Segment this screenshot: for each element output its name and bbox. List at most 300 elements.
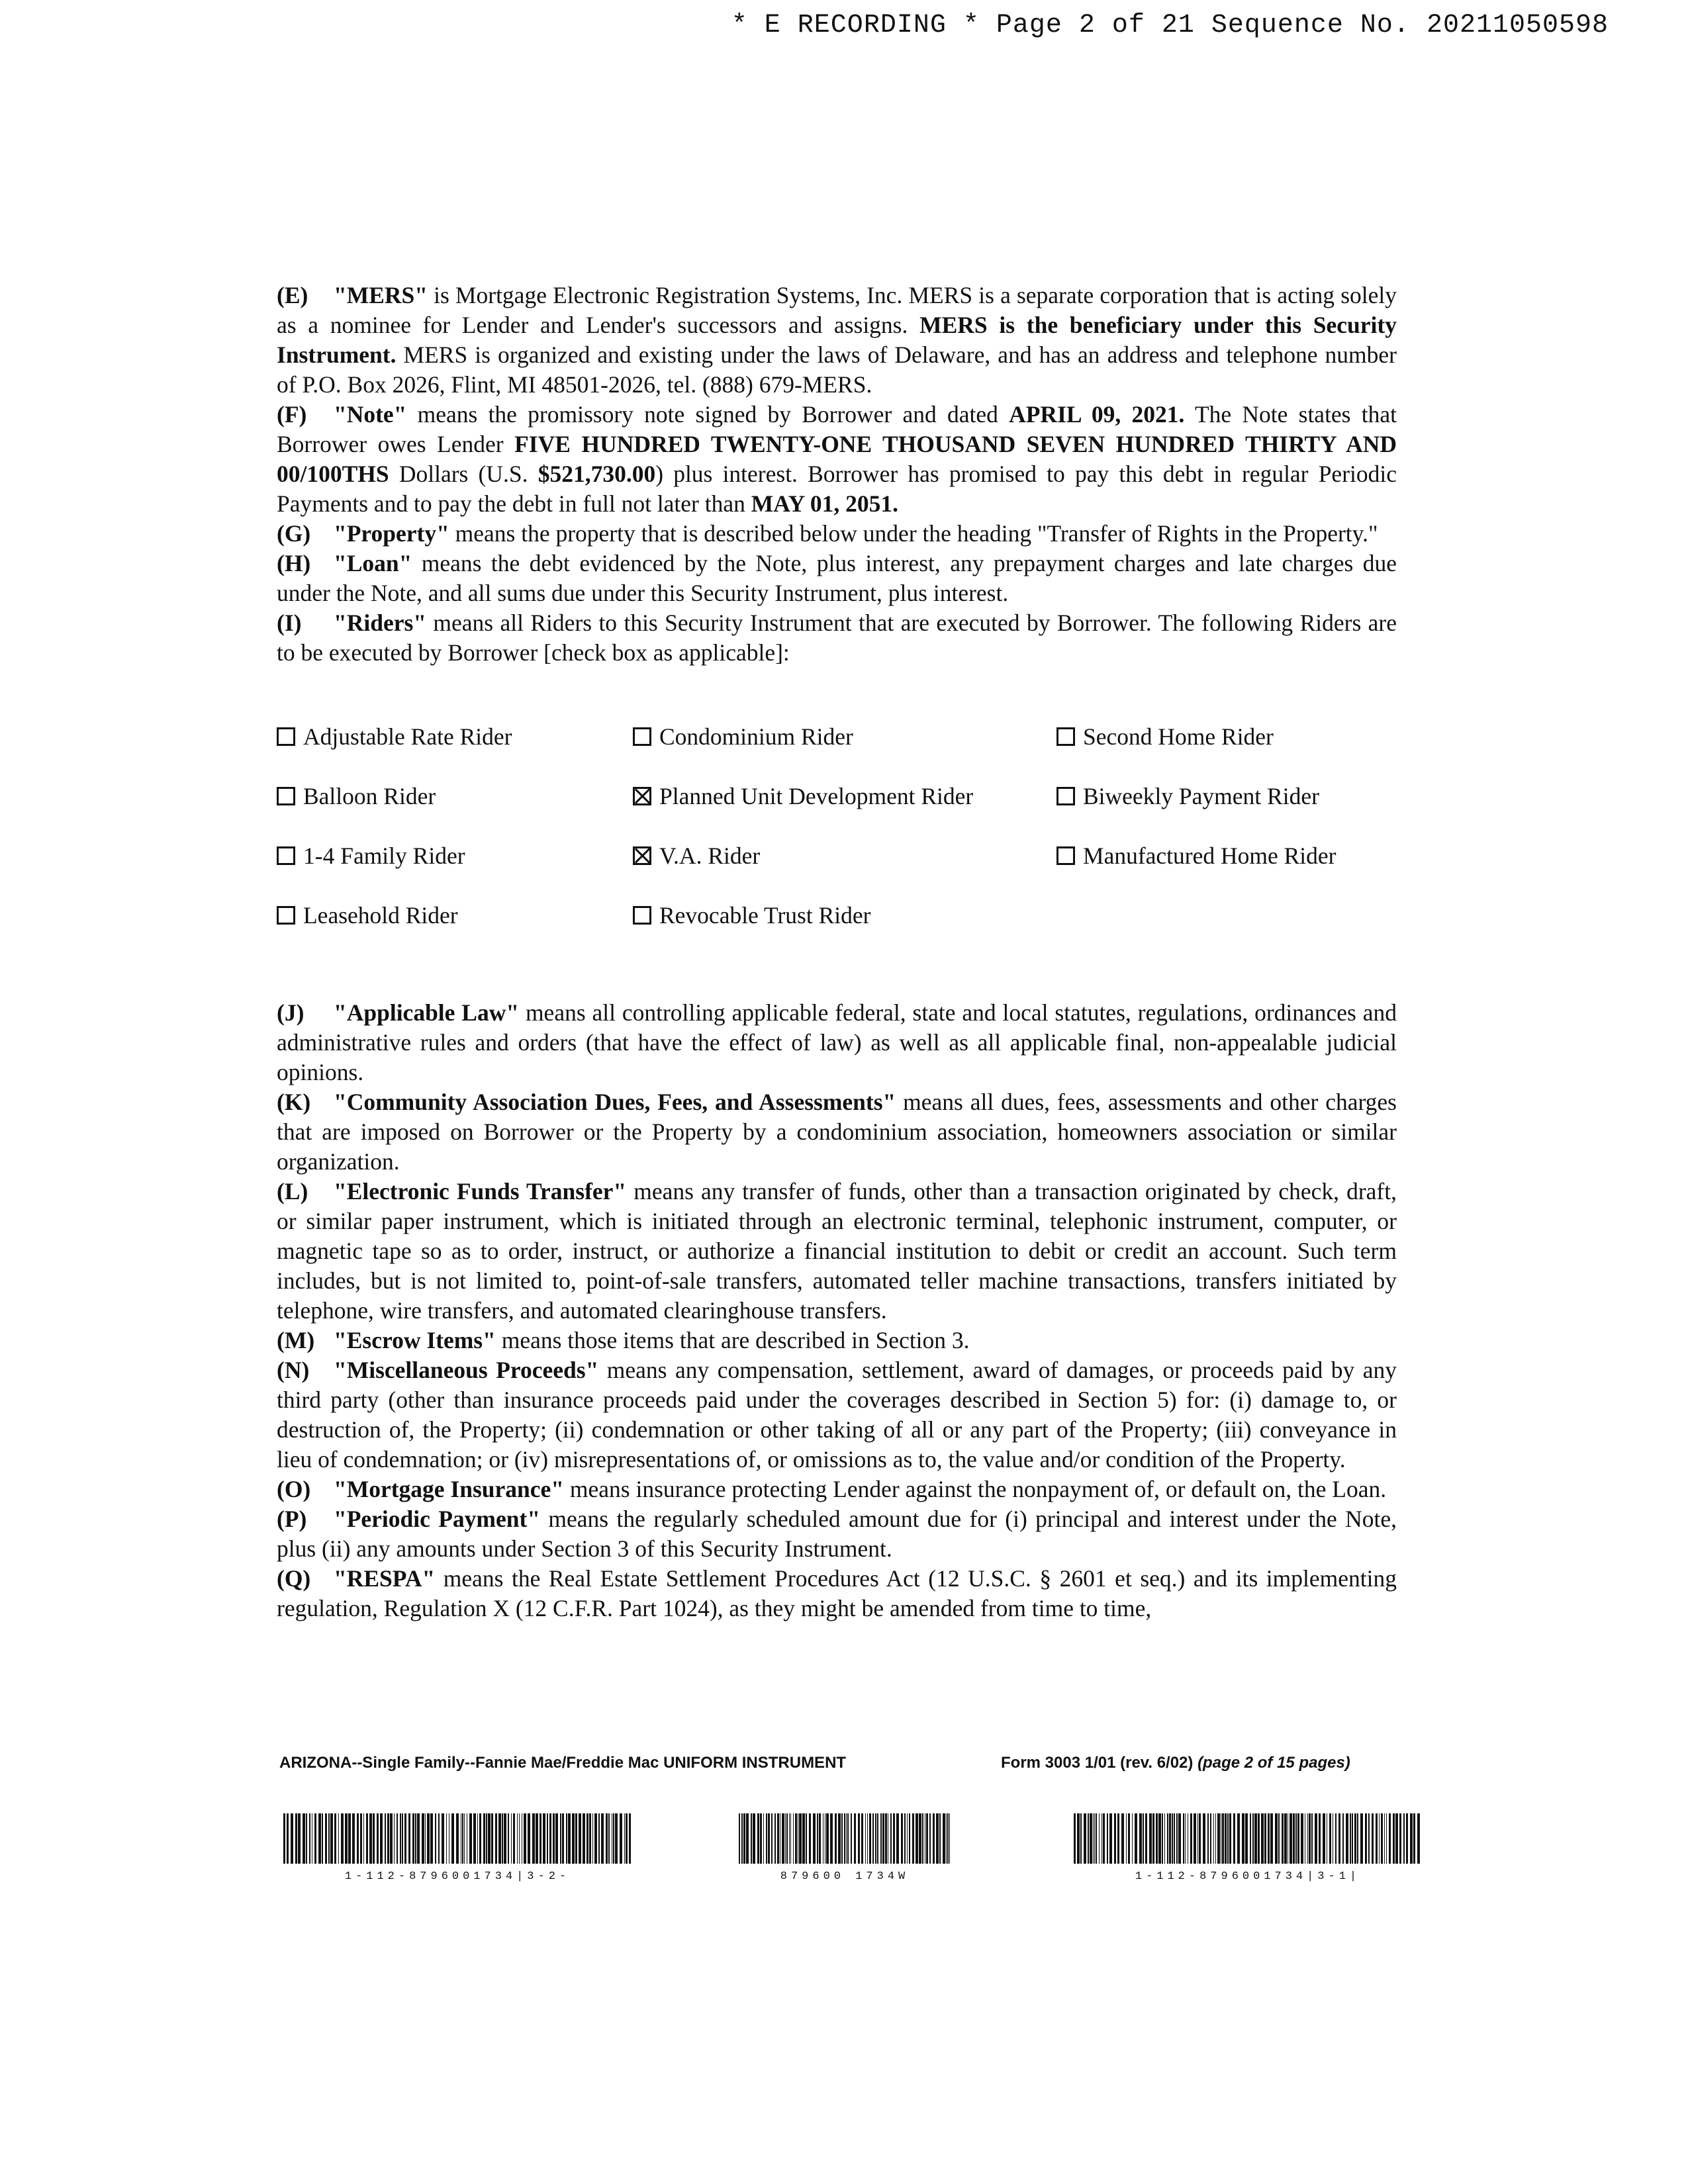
barcode-bar: [872, 1813, 874, 1864]
barcode-bar: [841, 1813, 843, 1864]
barcode-bar: [858, 1813, 860, 1864]
barcode-bar: [566, 1813, 567, 1864]
barcode-bar: [774, 1813, 776, 1864]
barcode-bar: [462, 1813, 463, 1864]
barcode-bar: [851, 1813, 852, 1864]
definition-label: (I): [277, 610, 302, 636]
barcode-bar: [1178, 1813, 1181, 1864]
rider-label: Condominium Rider: [659, 723, 853, 750]
barcode-bar: [854, 1813, 856, 1864]
barcode-bar: [412, 1813, 414, 1864]
definition-term: "MERS": [334, 282, 428, 308]
rider-option[interactable]: [633, 723, 853, 751]
barcode-bar: [532, 1813, 535, 1864]
barcode-bar: [404, 1813, 406, 1864]
barcode-bar: [306, 1813, 307, 1864]
barcode-bar: [1350, 1813, 1351, 1864]
rider-label: V.A. Rider: [659, 842, 761, 869]
barcode-bar: [751, 1813, 752, 1864]
definition-term: "Community Association Dues, Fees, and Assessments": [334, 1089, 896, 1115]
barcode-bar: [1183, 1813, 1184, 1864]
barcode-bar: [1261, 1813, 1264, 1864]
barcode-bar: [1342, 1813, 1344, 1864]
barcode-bar: [1386, 1813, 1387, 1864]
barcode-bar: [322, 1813, 323, 1864]
definition-term: "Note": [334, 401, 407, 428]
barcode-bar: [929, 1813, 931, 1864]
barcode-bar: [338, 1813, 339, 1864]
barcode-bar: [1237, 1813, 1240, 1864]
barcode-bar: [417, 1813, 420, 1864]
barcode-bar: [1376, 1813, 1378, 1864]
definition-emphasis: MERS is the beneficiary under this Security Instrument.: [277, 312, 1397, 368]
barcode-bar: [446, 1813, 447, 1864]
barcode-bar: [1315, 1813, 1317, 1864]
barcode-bar: [1077, 1813, 1080, 1864]
barcode-bar: [1109, 1813, 1112, 1864]
barcode-bar: [1088, 1813, 1089, 1864]
barcode-bar: [1174, 1813, 1175, 1864]
barcode-bar: [1203, 1813, 1205, 1864]
definition-text: means all dues, fees, assessments and other charges that are imposed on Borrower or the Property by a condominium association, homeowners association or similar organization.: [277, 1089, 1397, 1175]
definition-paragraph: [277, 281, 1397, 400]
barcode-bar: [782, 1813, 784, 1864]
barcode-bar: [442, 1813, 444, 1864]
barcode-bar: [1094, 1813, 1095, 1864]
barcode-bar: [1229, 1813, 1231, 1864]
barcode-bar: [1167, 1813, 1168, 1864]
barcode-bar: [1293, 1813, 1295, 1864]
barcode-bar: [1270, 1813, 1273, 1864]
barcode-bar: [377, 1813, 379, 1864]
barcode-bar: [1381, 1813, 1383, 1864]
barcode-bar: [789, 1813, 790, 1864]
barcode-bar: [491, 1813, 493, 1864]
definition-text: means all Riders to this Security Instrument that are executed by Borrower. The following Riders are to be executed by Borrower [check box as applicable]:: [277, 610, 1397, 666]
definition-term: "Periodic Payment": [334, 1506, 541, 1532]
definition-paragraph: [277, 1564, 1397, 1623]
barcode-bar: [325, 1813, 327, 1864]
barcode-bar: [1176, 1813, 1178, 1864]
definition-paragraph: [277, 549, 1397, 608]
barcode-bar: [568, 1813, 571, 1864]
rider-label: 1-4 Family Rider: [303, 842, 465, 869]
definition-label: (M): [277, 1327, 315, 1353]
definition-paragraph: [277, 400, 1397, 519]
barcode-bar: [549, 1813, 551, 1864]
definition-label: (F): [277, 401, 307, 428]
barcode-bar: [1268, 1813, 1270, 1864]
barcode-bar: [1126, 1813, 1127, 1864]
barcode-bar: [1309, 1813, 1311, 1864]
barcode-bar: [528, 1813, 530, 1864]
barcode-bar: [1406, 1813, 1408, 1864]
barcode-bar: [309, 1813, 310, 1864]
barcode-bar: [1190, 1813, 1192, 1864]
barcode-bar: [498, 1813, 501, 1864]
barcode-bar: [1158, 1813, 1161, 1864]
barcode-bar: [615, 1813, 618, 1864]
barcode-bar: [1295, 1813, 1297, 1864]
barcode-bar: [589, 1813, 591, 1864]
barcode-bar: [1297, 1813, 1299, 1864]
barcode-bar: [1107, 1813, 1108, 1864]
barcode-bar: [746, 1813, 749, 1864]
barcode-bar: [1399, 1813, 1401, 1864]
barcode-bar: [1121, 1813, 1124, 1864]
barcode-bar: [1417, 1813, 1420, 1864]
barcode-bar: [402, 1813, 403, 1864]
rider-option[interactable]: [277, 901, 458, 929]
definition-paragraph: [277, 1326, 1397, 1355]
definition-emphasis: MAY 01, 2051.: [751, 490, 898, 517]
barcode-bar: [543, 1813, 545, 1864]
barcode-bar: [348, 1813, 351, 1864]
barcode-bar: [345, 1813, 348, 1864]
barcode-bar: [846, 1813, 847, 1864]
barcode-bar: [572, 1813, 575, 1864]
rider-label: Planned Unit Development Rider: [659, 783, 974, 809]
barcode-bar: [427, 1813, 430, 1864]
rider-option[interactable]: [277, 723, 512, 751]
barcode-bar: [1258, 1813, 1260, 1864]
rider-label: Manufactured Home Rider: [1083, 842, 1336, 869]
definition-paragraph: [277, 998, 1397, 1087]
barcode-bar: [915, 1813, 918, 1864]
rider-label: Revocable Trust Rider: [659, 902, 871, 929]
barcode-bar: [893, 1813, 895, 1864]
barcode-bar: [479, 1813, 481, 1864]
barcode-bar: [946, 1813, 947, 1864]
definition-text: means any transfer of funds, other than a transaction originated by check, draft, or similar paper instrument, which is initiated through an electronic terminal, telephonic instrument, computer, or magnetic tape so as to order, instruct, or authorize a financial institution to debit or credit an account. Such term includes, but is not limited to, point-of-sale transfers, automated teller machine transactions, transfers initiated by telephone, wire transfers, and automated clearinghouse transfers.: [277, 1178, 1397, 1324]
barcode-left: [283, 1813, 632, 1883]
barcode-bar: [760, 1813, 762, 1864]
barcode-bar: [877, 1813, 878, 1864]
barcode-bar: [400, 1813, 401, 1864]
barcode-bar: [1096, 1813, 1097, 1864]
barcode-bar: [1365, 1813, 1367, 1864]
barcode-bar: [1250, 1813, 1251, 1864]
empty-box-icon[interactable]: [1056, 727, 1075, 746]
barcode-bar: [1395, 1813, 1398, 1864]
barcode-bar: [387, 1813, 389, 1864]
barcode-bar: [1410, 1813, 1413, 1864]
definition-term: "Riders": [334, 610, 426, 636]
barcode-bar: [385, 1813, 386, 1864]
definition-text: MERS is organized and existing under the laws of Delaware, and has an address and telephone number of P.O. Box 2026, Flint, MI 48501-2026, tel. (888) 679-MERS.: [277, 341, 1397, 398]
barcode-bar: [594, 1813, 597, 1864]
barcode-bar: [583, 1813, 585, 1864]
barcode-bar: [1164, 1813, 1165, 1864]
barcode-bar: [488, 1813, 491, 1864]
barcode-bar: [867, 1813, 868, 1864]
definition-paragraph: [277, 519, 1397, 549]
barcode-bar: [896, 1813, 899, 1864]
empty-box-icon[interactable]: [277, 787, 295, 805]
barcode-bar: [380, 1813, 383, 1864]
barcode-bar: [341, 1813, 344, 1864]
barcode-bar: [933, 1813, 935, 1864]
barcode-bar: [753, 1813, 755, 1864]
definition-label: (O): [277, 1476, 311, 1502]
barcode-bar: [504, 1813, 506, 1864]
barcode-bar: [1227, 1813, 1229, 1864]
barcode-bar: [835, 1813, 837, 1864]
barcode-bar: [390, 1813, 393, 1864]
barcode-bar: [1139, 1813, 1142, 1864]
barcode-bar: [1311, 1813, 1313, 1864]
barcode-bar: [1335, 1813, 1336, 1864]
barcode-bar: [1225, 1813, 1227, 1864]
rider-label: Balloon Rider: [303, 783, 436, 809]
barcode-bar: [786, 1813, 788, 1864]
barcode-bar: [303, 1813, 305, 1864]
barcode-bar: [1090, 1813, 1092, 1864]
barcode-bar: [283, 1813, 285, 1864]
barcode-bar: [524, 1813, 526, 1864]
barcode-bar: [1379, 1813, 1380, 1864]
rider-option[interactable]: [1056, 782, 1319, 810]
barcode-bar: [1275, 1813, 1278, 1864]
empty-box-icon[interactable]: [633, 906, 651, 925]
barcode-bar: [901, 1813, 903, 1864]
barcode-bar: [539, 1813, 541, 1864]
barcode-bar: [422, 1813, 424, 1864]
barcode-bar: [328, 1813, 330, 1864]
rider-label: Second Home Rider: [1083, 723, 1274, 750]
barcode-bar: [1194, 1813, 1196, 1864]
barcode-bar: [330, 1813, 333, 1864]
barcode-bar: [768, 1813, 770, 1864]
barcode-bar: [869, 1813, 871, 1864]
barcode-bar: [1099, 1813, 1100, 1864]
rider-option[interactable]: [277, 842, 465, 870]
barcode-bar: [741, 1813, 743, 1864]
barcode-bar: [785, 1813, 786, 1864]
barcode-bar: [1254, 1813, 1257, 1864]
barcode-bar: [1329, 1813, 1331, 1864]
barcode-bar: [1413, 1813, 1415, 1864]
barcode-bar: [1135, 1813, 1137, 1864]
barcode-bar: [1149, 1813, 1152, 1864]
barcode-bar: [435, 1813, 436, 1864]
checked-box-icon[interactable]: [633, 787, 651, 805]
barcode-bar: [1217, 1813, 1220, 1864]
definition-term: "RESPA": [334, 1565, 436, 1592]
barcode-bar: [456, 1813, 459, 1864]
definition-paragraph: [277, 1177, 1397, 1326]
barcode-bar: [517, 1813, 518, 1864]
barcode-bar: [373, 1813, 375, 1864]
barcode-bar: [1352, 1813, 1353, 1864]
empty-box-icon[interactable]: [277, 906, 295, 925]
definition-text: means the property that is described below under the heading "Transfer of Rights in the Property.": [449, 520, 1378, 547]
definition-term: "Property": [334, 520, 449, 547]
definition-text: means any compensation, settlement, award of damages, or proceeds paid by any third party (other than insurance proceeds paid under the coverages described in Section 5) for: (i) damage to, or destruction of, the Property; (ii) condemnation or other taking of all or any part of the Property; (iii) conveyance in lieu of condemnation; or (iv) misrepresentations of, or omissions as to, the value and/or condition of the Property.: [277, 1357, 1397, 1473]
barcode-bar: [1354, 1813, 1356, 1864]
checked-box-icon[interactable]: [633, 846, 651, 865]
barcode-bar: [473, 1813, 476, 1864]
barcode-bar: [1074, 1813, 1076, 1864]
barcode-bar: [357, 1813, 359, 1864]
definition-label: (K): [277, 1089, 311, 1115]
barcode-bar: [790, 1813, 791, 1864]
definition-label: (P): [277, 1506, 307, 1532]
rider-option[interactable]: [633, 842, 760, 870]
riders-checklist: [277, 723, 1402, 941]
barcode-bar: [1307, 1813, 1308, 1864]
definition-label: (L): [277, 1178, 308, 1205]
rider-option[interactable]: [1056, 842, 1336, 870]
barcode-bar: [547, 1813, 548, 1864]
barcode-bar: [757, 1813, 759, 1864]
barcode-bar: [1389, 1813, 1391, 1864]
definition-label: (E): [277, 282, 308, 308]
barcode-bar: [802, 1813, 805, 1864]
barcode-bar: [363, 1813, 364, 1864]
barcode-bar: [1197, 1813, 1198, 1864]
barcode-bar: [1210, 1813, 1211, 1864]
barcode-right: [1074, 1813, 1422, 1883]
barcode-bar: [334, 1813, 336, 1864]
empty-box-icon[interactable]: [1056, 787, 1075, 805]
barcode-bar: [865, 1813, 866, 1864]
barcode-bar: [483, 1813, 485, 1864]
rider-option[interactable]: [1056, 723, 1274, 751]
barcode-bar: [904, 1813, 906, 1864]
barcode-bar: [907, 1813, 908, 1864]
barcode-bar: [1323, 1813, 1325, 1864]
barcode-caption: 879600 1734W: [780, 1870, 910, 1883]
empty-box-icon[interactable]: [277, 727, 295, 746]
barcode-bar: [495, 1813, 497, 1864]
barcode-bars: [283, 1813, 632, 1864]
barcode-bar: [1393, 1813, 1395, 1864]
definition-text: means the promissory note signed by Borrower and dated: [406, 401, 1009, 428]
definition-term: "Electronic Funds Transfer": [334, 1178, 627, 1205]
barcode-bar: [366, 1813, 368, 1864]
barcode-bar: [1360, 1813, 1363, 1864]
barcode-bar: [613, 1813, 614, 1864]
definition-emphasis: FIVE HUNDRED TWENTY-ONE THOUSAND SEVEN HUNDRED THIRTY AND 00/100THS: [277, 431, 1397, 487]
barcode-bar: [885, 1813, 887, 1864]
barcode-bar: [451, 1813, 454, 1864]
barcode-bar: [936, 1813, 939, 1864]
barcode-bar: [606, 1813, 608, 1864]
form-number-line: [1001, 1754, 1350, 1772]
empty-box-icon[interactable]: [277, 846, 295, 865]
barcode-bar: [601, 1813, 604, 1864]
barcode-bar: [1357, 1813, 1358, 1864]
barcode-bar: [830, 1813, 833, 1864]
barcode-bar: [939, 1813, 941, 1864]
barcode-bar: [624, 1813, 625, 1864]
definition-paragraph: [277, 608, 1397, 668]
barcode-bar: [1143, 1813, 1144, 1864]
barcode-bar: [397, 1813, 398, 1864]
barcode-bars: [739, 1813, 951, 1864]
definition-text: means those items that are described in Section 3.: [495, 1327, 970, 1353]
barcode-bar: [620, 1813, 622, 1864]
barcode-bar: [592, 1813, 593, 1864]
definition-paragraph: [277, 1087, 1397, 1177]
definitions-section-1: [277, 281, 1397, 668]
barcode-bar: [508, 1813, 509, 1864]
empty-box-icon[interactable]: [633, 727, 651, 746]
definition-term: "Mortgage Insurance": [334, 1476, 565, 1502]
barcode-bar: [813, 1813, 816, 1864]
barcode-bar: [1222, 1813, 1224, 1864]
barcode-bar: [826, 1813, 829, 1864]
definition-text: is Mortgage Electronic Registration Systems, Inc. MERS is a separate corporation that is acting solely as a nominee for Lender and Lender's successors and assigns.: [277, 282, 1397, 338]
barcode-bar: [777, 1813, 779, 1864]
barcode-bar: [360, 1813, 362, 1864]
rider-option[interactable]: [277, 782, 436, 810]
barcode-bar: [575, 1813, 577, 1864]
barcode-bar: [861, 1813, 863, 1864]
barcode-bar: [922, 1813, 923, 1864]
barcode-bar: [511, 1813, 512, 1864]
barcode-bar: [425, 1813, 426, 1864]
barcode-bar: [1233, 1813, 1235, 1864]
barcode-bar: [919, 1813, 921, 1864]
barcode-bar: [1284, 1813, 1287, 1864]
barcode-bar: [314, 1813, 316, 1864]
barcode-bar: [1117, 1813, 1119, 1864]
barcode-bar: [766, 1813, 767, 1864]
barcode-bar: [562, 1813, 564, 1864]
barcode-bar: [560, 1813, 561, 1864]
barcode-bar: [318, 1813, 321, 1864]
barcode-bar: [519, 1813, 520, 1864]
barcode-bar: [943, 1813, 945, 1864]
barcode-bar: [430, 1813, 433, 1864]
barcode-bar: [1207, 1813, 1209, 1864]
barcode-bar: [1084, 1813, 1086, 1864]
barcode-bar: [880, 1813, 882, 1864]
form-number: Form 3003 1/01 (rev. 6/02): [1001, 1754, 1194, 1772]
barcode-bar: [555, 1813, 558, 1864]
barcode-bar: [793, 1813, 794, 1864]
definition-term: "Applicable Law": [334, 999, 520, 1026]
barcode-bar: [438, 1813, 440, 1864]
barcode-bar: [799, 1813, 802, 1864]
barcode-bar: [1128, 1813, 1130, 1864]
barcode-bar: [287, 1813, 289, 1864]
definition-term: "Escrow Items": [334, 1327, 496, 1353]
barcode-bar: [1199, 1813, 1201, 1864]
barcode-bar: [926, 1813, 928, 1864]
barcode-bar: [629, 1813, 631, 1864]
barcode-bar: [1278, 1813, 1280, 1864]
barcode-bars: [1074, 1813, 1422, 1864]
barcode-bar: [1368, 1813, 1370, 1864]
barcode-bar: [394, 1813, 395, 1864]
rider-option[interactable]: [633, 782, 973, 810]
barcode-bar: [844, 1813, 845, 1864]
barcode-bar: [817, 1813, 818, 1864]
definition-label: (N): [277, 1357, 310, 1383]
barcode-bar: [586, 1813, 588, 1864]
empty-box-icon[interactable]: [1056, 846, 1075, 865]
definition-term: "Loan": [334, 550, 412, 576]
barcode-bar: [464, 1813, 465, 1864]
rider-label: Biweekly Payment Rider: [1083, 783, 1319, 809]
rider-option[interactable]: [633, 901, 870, 929]
barcode-bar: [298, 1813, 301, 1864]
form-title: ARIZONA--Single Family--Fannie Mae/Freddie Mac UNIFORM INSTRUMENT: [279, 1754, 847, 1772]
definition-text: means the regularly scheduled amount due for (i) principal and interest under the Note, plus (ii) any amounts under Section 3 of this Security Instrument.: [277, 1506, 1397, 1562]
